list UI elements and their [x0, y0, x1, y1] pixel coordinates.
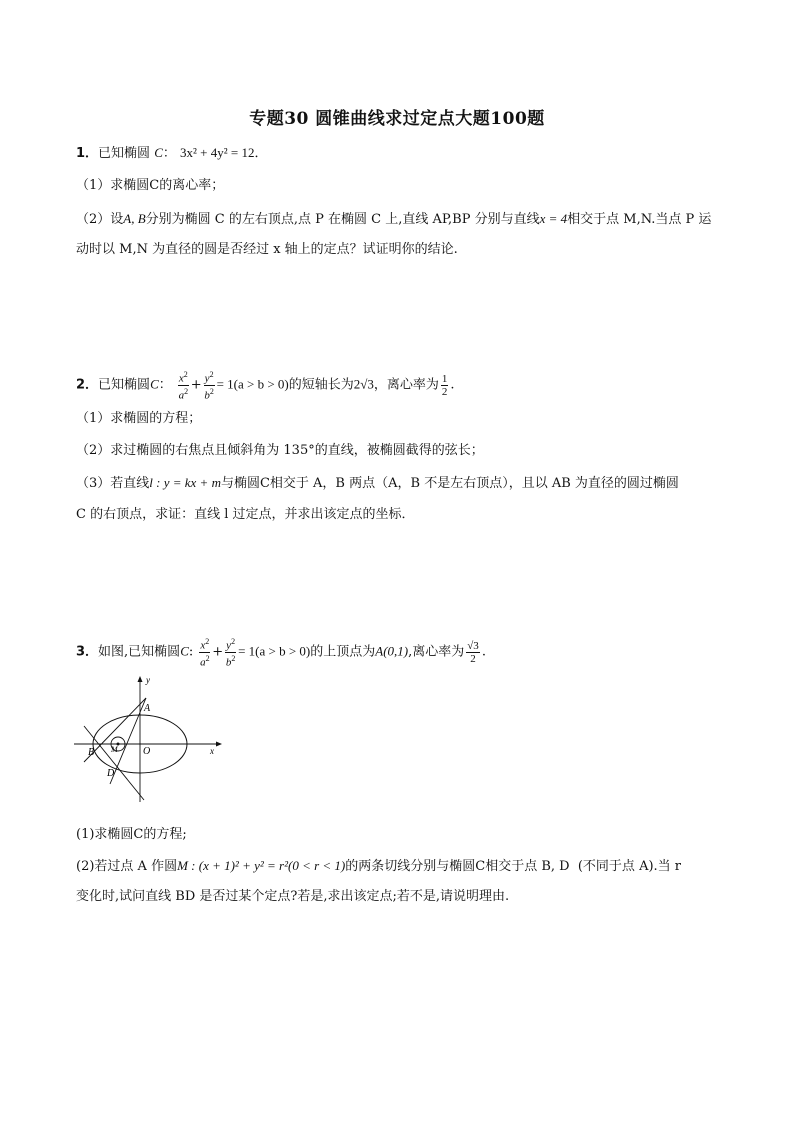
fraction-y: $\frac{y^2}{b^2}$ — [225, 637, 236, 669]
fraction-x: $\frac{x^2}{a^2}$ — [178, 370, 189, 402]
page-title: 专题30 圆锥曲线求过定点大题100题 — [249, 109, 545, 129]
line-equation: l : y = kx + m — [149, 475, 221, 490]
question-prefix: （2）设 — [76, 212, 124, 227]
label-d: D — [107, 768, 115, 779]
line-bd — [84, 726, 144, 800]
label-m: M — [111, 745, 118, 754]
problem-3-question-2 — [76, 857, 681, 876]
question-prefix: (2)若过点 A 作圆 — [76, 859, 178, 874]
question-text-end: 相交于点 M,N.当点 P 运 — [567, 212, 712, 227]
label-o: O — [143, 746, 151, 757]
ellipse-equation: 3x² + 4y² = 12 — [180, 145, 255, 160]
question-prefix: （3）若直线 — [76, 476, 150, 491]
question-text: 的两条切线分别与椭圆C相交于点 B, D — [345, 859, 570, 874]
problem-2-statement: 2．已知椭圆C： $\frac{x^2}{a^2}$ + $\frac{y^2}{b^2}$ = 1(a > b > 0)的短轴长为2√3，离心率为 $\frac{1}{2}$ . — [76, 370, 455, 402]
problem-1-question-1: （1）求椭圆C的离心率； — [76, 178, 225, 193]
problem-lead: 已知椭圆 — [98, 377, 151, 393]
problem-lead: 如图,已知椭圆 — [98, 644, 181, 660]
problem-2-question-1: （1）求椭圆的方程； — [76, 411, 202, 426]
problem-number: 1． — [76, 146, 99, 161]
ecc-label: ,离心率为 — [408, 644, 465, 660]
vertex-vars: A, B — [123, 211, 146, 226]
ellipse-condition: = 1(a > b > 0) — [238, 643, 311, 659]
problem-1-question-2-cont: 动时以 M,N 为直径的圆是否经过 x 轴上的定点？试证明你的结论. — [76, 242, 458, 257]
tangent-line-ad — [110, 698, 146, 784]
question-text: 与椭圆C相交于 A，B 两点（A，B 不是左右顶点），且以 AB 为直径的圆过椭圆 — [220, 476, 679, 491]
circle-equation: M : (x + 1)² + y² = r²(0 < r < 1) — [177, 858, 346, 873]
problem-2-question-3 — [76, 474, 679, 493]
problem-2-question-3-cont: C 的右顶点，求证：直线 l 过定点，并求出该定点的坐标． — [76, 507, 415, 522]
statement-text: 的短轴长为 — [288, 377, 354, 393]
fraction-y: $\frac{y^2}{b^2}$ — [204, 370, 214, 402]
vertex-point: A(0,1) — [375, 643, 409, 659]
x-axis-arrow — [216, 742, 222, 747]
problem-number: 3． — [76, 644, 99, 660]
fraction-x: $\frac{x^2}{a^2}$ — [200, 637, 210, 669]
question-text-end: (不同于点 A).当 r — [577, 859, 682, 874]
label-b: B — [88, 747, 95, 758]
eccentricity-fraction: $\frac{1}{2}$ — [441, 372, 448, 398]
line-equation: x = 4 — [539, 211, 568, 226]
eccentricity-fraction: $\frac{√3}{2}$ — [467, 639, 479, 665]
problem-3-question-2-cont: 变化时,试问直线 BD 是否过某个定点?若是,求出该定点;若不是,请说明理由. — [76, 889, 510, 904]
problem-1-statement: 1．已知椭圆 C： 3x² + 4y² = 12． — [76, 145, 268, 161]
problem-3-statement: 3．如图,已知椭圆C: $\frac{x^2}{a^2}$ + $\frac{y^2}{b^2}$ = 1(a > b > 0)的上顶点为A(0,1),离心率为 $\frac{√3}{2}$ . — [76, 637, 486, 669]
problem-1-question-2 — [76, 210, 711, 229]
problem-2-question-2: （2）求过椭圆的右焦点且倾斜角为 135°的直线，被椭圆截得的弦长； — [76, 443, 484, 458]
label-x: x — [210, 746, 214, 756]
problem-lead: 已知椭圆 — [98, 146, 151, 161]
problem-3-question-1: (1)求椭圆C的方程; — [76, 827, 187, 842]
statement-text: 的上顶点为 — [310, 644, 376, 660]
ellipse-figure — [70, 674, 230, 804]
question-text: 分别为椭圆 C 的左右顶点,点 P 在椭圆 C 上,直线 AP,BP 分别与直线 — [145, 212, 540, 227]
label-y: y — [146, 675, 150, 685]
y-axis-arrow — [138, 676, 143, 682]
ecc-label: ，离心率为 — [373, 377, 439, 393]
minor-axis-value: 2√3 — [353, 376, 374, 392]
ellipse-condition: = 1(a > b > 0) — [216, 376, 289, 392]
label-a: A — [144, 703, 151, 714]
problem-number: 2． — [76, 377, 99, 393]
